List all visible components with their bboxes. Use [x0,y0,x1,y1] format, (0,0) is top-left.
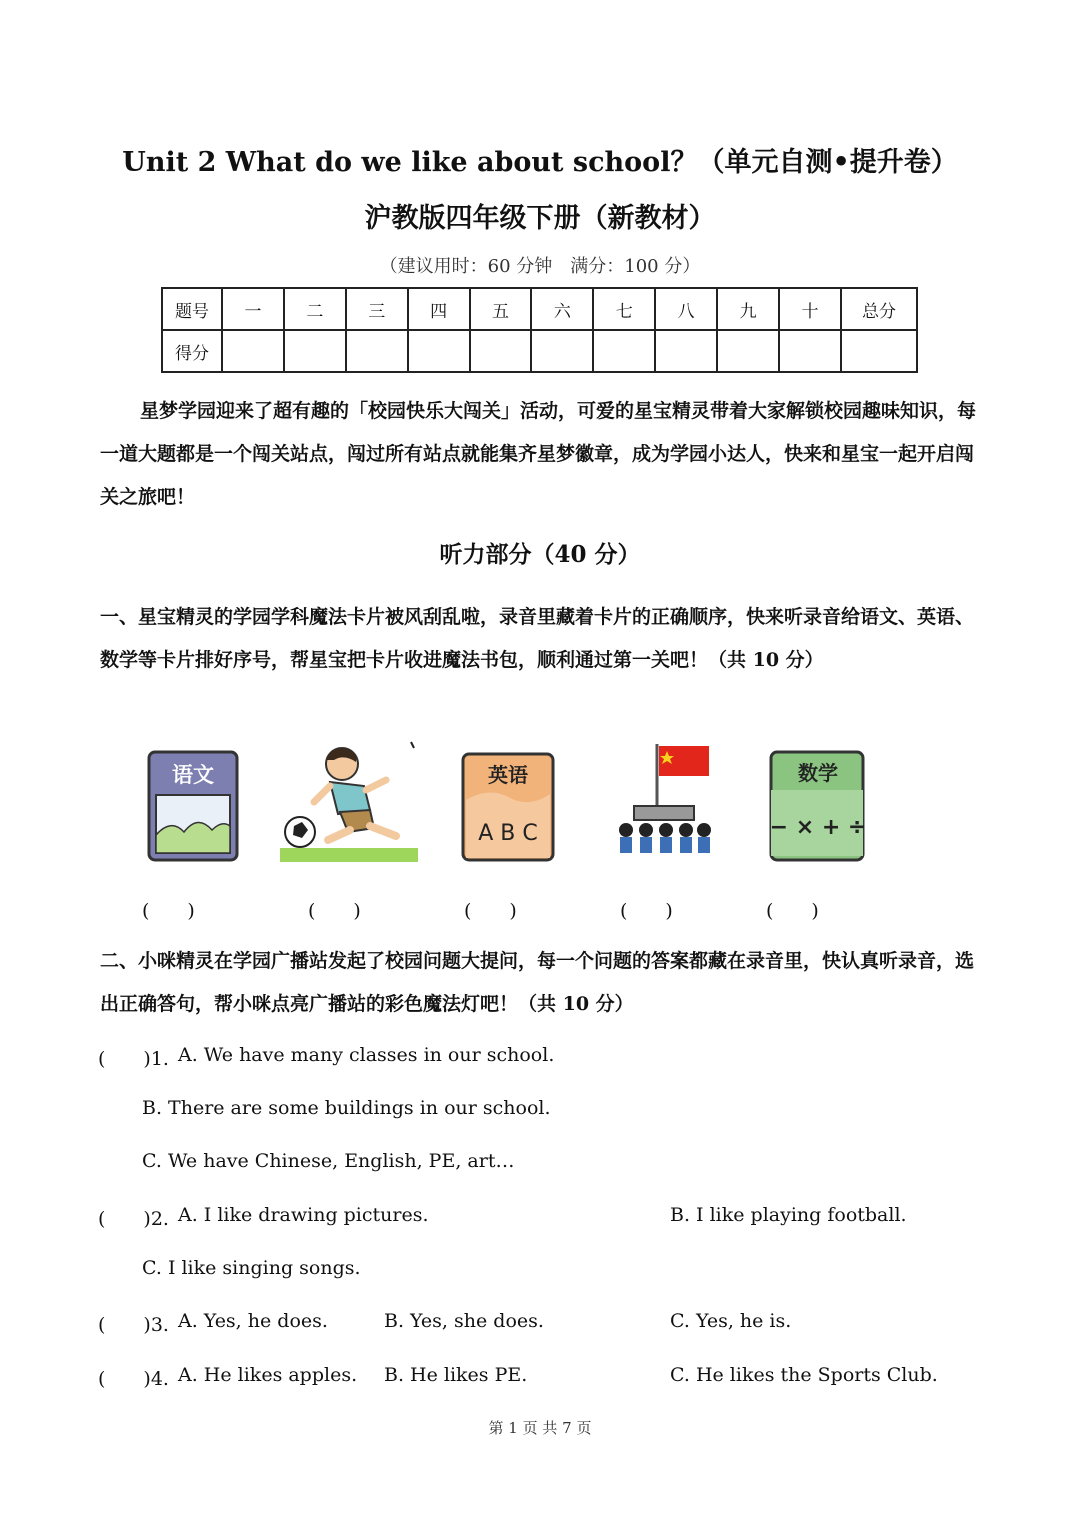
question-1-text: 一、星宝精灵的学园学科魔法卡片被风刮乱啦，录音里藏着卡片的正确顺序，快来听录音给语文、英语、数学等卡片排好序号，帮星宝把卡片收进魔法书包，顺利通过第一关吧！（共 10 分） [100,606,975,671]
score-cell[interactable] [655,330,717,372]
answer-blank[interactable]: ( ) [308,900,361,922]
score-table-col-6: 六 [531,288,593,330]
page-title: Unit 2 What do we like about school？（单元自测•提升卷） [122,147,958,178]
score-table-col-10: 十 [779,288,841,330]
score-cell[interactable] [779,330,841,372]
page-number-footer: 第 1 页 共 7 页 [488,1419,592,1437]
listening-section-heading: 听力部分（40 分） [439,541,641,568]
score-cell[interactable] [531,330,593,372]
score-table-col-2: 二 [284,288,346,330]
intro-paragraph: 星梦学园迎来了超有趣的「校园快乐大闯关」活动，可爱的星宝精灵带着大家解锁校园趣味知识，每一道大题都是一个闯关站点，闯过所有站点就能集齐星梦徽章，成为学园小达人，快来和星宝一起开启闯关之旅吧！ [100,400,977,508]
item-2-option-c: C. I like singing songs. [142,1257,361,1279]
time-info: （建议用时：60 分钟 满分：100 分） [379,256,701,277]
score-cell[interactable] [593,330,655,372]
item-1-option-b: B. There are some buildings in our school. [142,1097,551,1119]
score-cell[interactable] [717,330,779,372]
item-3-option-b: B. Yes, she does. [384,1310,544,1332]
item-1-option-c: C. We have Chinese, English, PE, art… [142,1150,515,1172]
english-book-icon [460,740,558,865]
chinese-card-label: 语文 [172,763,214,787]
item-3-prefix[interactable]: ( )3. [98,1314,169,1336]
score-table-total-label: 总分 [841,288,917,330]
english-card-sub: A B C [478,821,538,846]
item-4-option-a: A. He likes apples. [178,1364,358,1386]
answer-blank[interactable]: ( ) [766,900,819,922]
score-cell[interactable] [346,330,408,372]
flag-ceremony-icon [612,740,714,865]
score-table-row2-label: 得分 [162,330,222,372]
score-cell[interactable] [222,330,284,372]
score-table-col-1: 一 [222,288,284,330]
boy-playing-football-icon [278,740,423,865]
answer-blank[interactable]: ( ) [142,900,195,922]
score-table-header-row [162,288,917,330]
math-card-sub: − × + ÷ [769,815,867,840]
chinese-book-icon [146,740,242,865]
score-cell[interactable] [408,330,470,372]
score-cell[interactable] [470,330,532,372]
item-1-option-a: A. We have many classes in our school. [178,1044,555,1066]
answer-blank[interactable]: ( ) [620,900,673,922]
score-table-row1-label: 题号 [162,288,222,330]
score-table-col-8: 八 [655,288,717,330]
english-card-label: 英语 [488,763,528,787]
score-table-col-9: 九 [717,288,779,330]
math-card-label: 数学 [798,761,838,785]
item-4-prefix[interactable]: ( )4. [98,1368,169,1390]
question-2-text: 二、小咪精灵在学园广播站发起了校园问题大提问，每一个问题的答案都藏在录音里，快认真听录音，选出正确答句，帮小咪点亮广播站的彩色魔法灯吧！（共 10 分） [100,950,975,1015]
score-table-col-4: 四 [408,288,470,330]
score-table-score-row [162,330,917,372]
score-table [161,287,918,373]
item-2-option-a: A. I like drawing pictures. [178,1204,429,1226]
item-4-option-c: C. He likes the Sports Club. [670,1364,938,1386]
score-table-col-5: 五 [470,288,532,330]
score-cell-total[interactable] [841,330,917,372]
item-1-prefix[interactable]: ( )1. [98,1048,169,1070]
page-subtitle: 沪教版四年级下册（新教材） [364,203,716,234]
score-table-col-7: 七 [593,288,655,330]
score-cell[interactable] [284,330,346,372]
math-book-icon [768,740,868,865]
item-4-option-b: B. He likes PE. [384,1364,528,1386]
answer-blank[interactable]: ( ) [464,900,517,922]
item-3-option-a: A. Yes, he does. [178,1310,328,1332]
score-table-col-3: 三 [346,288,408,330]
item-2-prefix[interactable]: ( )2. [98,1208,169,1230]
item-2-option-b: B. I like playing football. [670,1204,907,1226]
item-3-option-c: C. Yes, he is. [670,1310,792,1332]
